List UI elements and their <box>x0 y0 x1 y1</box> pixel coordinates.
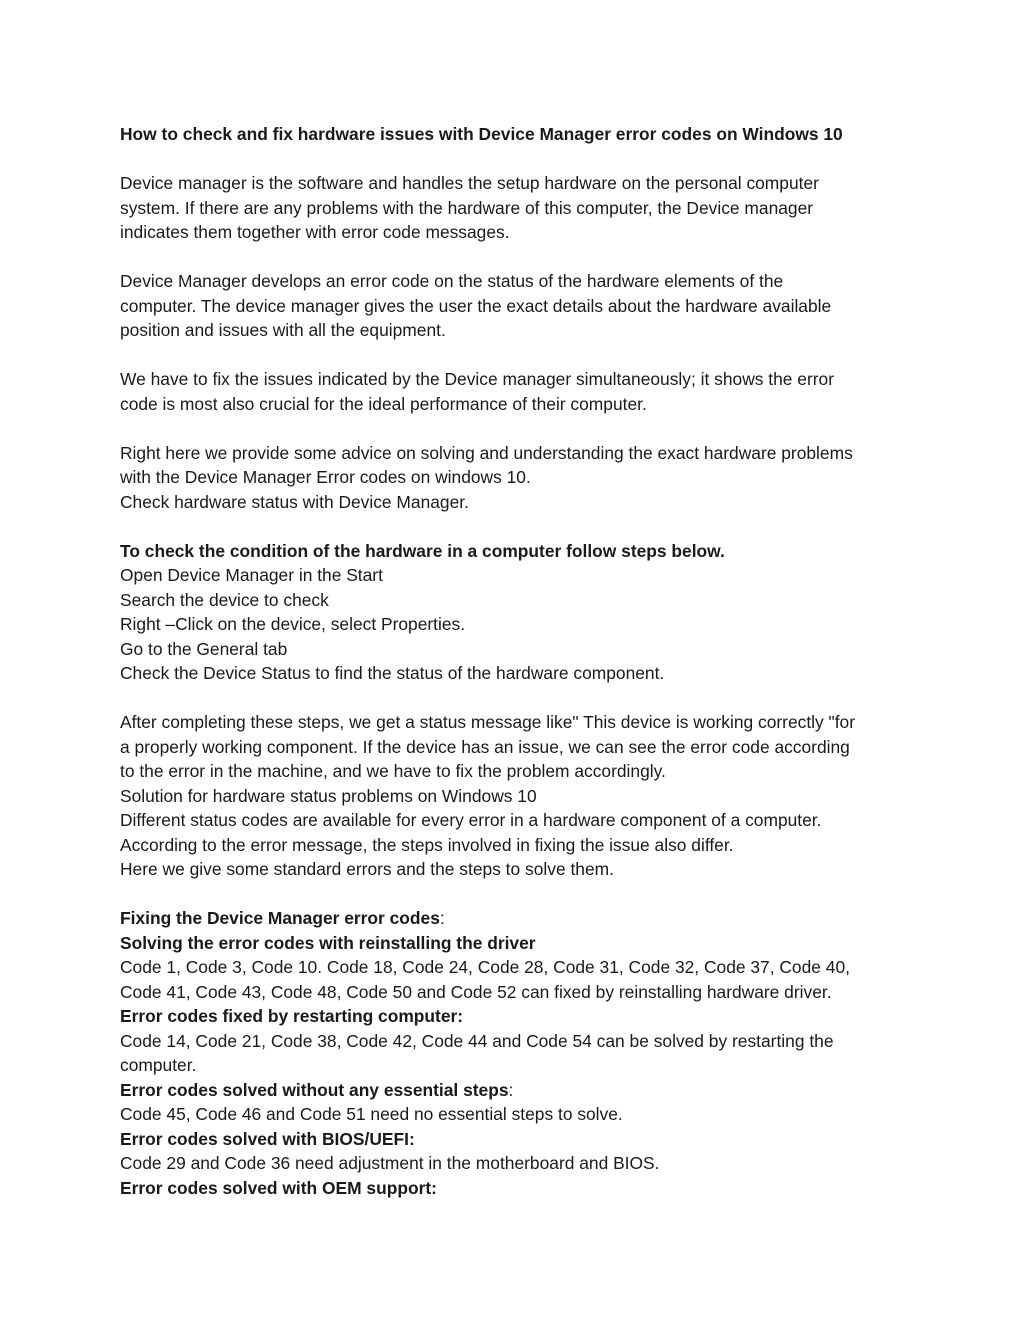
paragraph-line: with the Device Manager Error codes on windows 10. <box>120 467 531 487</box>
paragraph-line: computer. <box>120 1055 197 1075</box>
paragraph-line: Here we give some standard errors and the steps to solve them. <box>120 859 614 879</box>
paragraph-line: indicates them together with error code messages. <box>120 222 510 242</box>
step-item: Search the device to check <box>120 589 329 610</box>
steps-heading: To check the condition of the hardware in a computer follow steps below. <box>120 540 725 561</box>
paragraph-line: code is most also crucial for the ideal performance of their computer. <box>120 393 647 414</box>
bios-heading: Error codes solved with BIOS/UEFI: <box>120 1128 415 1149</box>
paragraph-line: Code 1, Code 3, Code 10. Code 18, Code 24, Code 28, Code 31, Code 32, Code 37, Code 40, <box>120 957 850 977</box>
paragraph-line: computer. The device manager gives the user the exact details about the hardware available <box>120 295 832 316</box>
paragraph-line: After completing these steps, we get a status message like" This device is working correctly "for <box>120 712 856 732</box>
spacer <box>120 686 910 711</box>
spacer <box>120 882 910 907</box>
paragraph-line: Code 14, Code 21, Code 38, Code 42, Code 44 and Code 54 can be solved by restarting the <box>120 1030 834 1051</box>
noessential-heading: Error codes solved without any essential steps <box>120 1079 509 1100</box>
paragraph-line: Code 41, Code 43, Code 48, Code 50 and Code 52 can fixed by reinstalling hardware driver. <box>120 981 832 1002</box>
paragraph-line: According to the error message, the steps involved in fixing the issue also differ. <box>120 834 734 855</box>
paragraph-line: Solution for hardware status problems on Windows 10 <box>120 785 537 806</box>
paragraph-line: Right here we provide some advice on solving and understanding the exact hardware problems <box>120 442 853 463</box>
colon: : <box>508 1079 514 1100</box>
spacer <box>120 245 910 270</box>
spacer <box>120 343 910 368</box>
paragraph-line: We have to fix the issues indicated by the Device manager simultaneously; it shows the error <box>120 369 835 389</box>
step-item: Go to the General tab <box>120 638 288 659</box>
paragraph-line: Check hardware status with Device Manager. <box>120 491 469 512</box>
paragraph-line: position and issues with all the equipment. <box>120 320 446 340</box>
noessential-heading-line <box>120 1078 910 1103</box>
fixing-heading-line <box>120 906 910 931</box>
paragraph-line: a properly working component. If the device has an issue, we can see the error code according <box>120 736 850 757</box>
paragraph-line: Different status codes are available for every error in a hardware component of a computer. <box>120 810 822 830</box>
paragraph-line: Code 45, Code 46 and Code 51 need no essential steps to solve. <box>120 1104 623 1124</box>
document-title: How to check and fix hardware issues with Device Manager error codes on Windows 10 <box>120 124 843 144</box>
paragraph-line: Device Manager develops an error code on the status of the hardware elements of the <box>120 271 784 291</box>
step-item: Right –Click on the device, select Properties. <box>120 614 466 634</box>
step-item: Check the Device Status to find the status of the hardware component. <box>120 663 665 683</box>
fixing-heading: Fixing the Device Manager error codes <box>120 908 440 928</box>
document-page <box>120 122 910 1200</box>
paragraph-line: Device manager is the software and handles the setup hardware on the personal computer <box>120 173 819 193</box>
step-item: Open Device Manager in the Start <box>120 565 383 585</box>
paragraph-line: system. If there are any problems with the hardware of this computer, the Device manager <box>120 197 814 218</box>
restart-heading: Error codes fixed by restarting computer: <box>120 1006 464 1026</box>
oem-heading: Error codes solved with OEM support: <box>120 1177 437 1198</box>
spacer <box>120 147 910 172</box>
paragraph-line: Code 29 and Code 36 need adjustment in the motherboard and BIOS. <box>120 1153 660 1173</box>
spacer <box>120 416 910 441</box>
spacer <box>120 514 910 539</box>
paragraph-line: to the error in the machine, and we have to fix the problem accordingly. <box>120 761 666 781</box>
reinstall-heading: Solving the error codes with reinstalling the driver <box>120 932 536 953</box>
colon: : <box>439 908 445 928</box>
